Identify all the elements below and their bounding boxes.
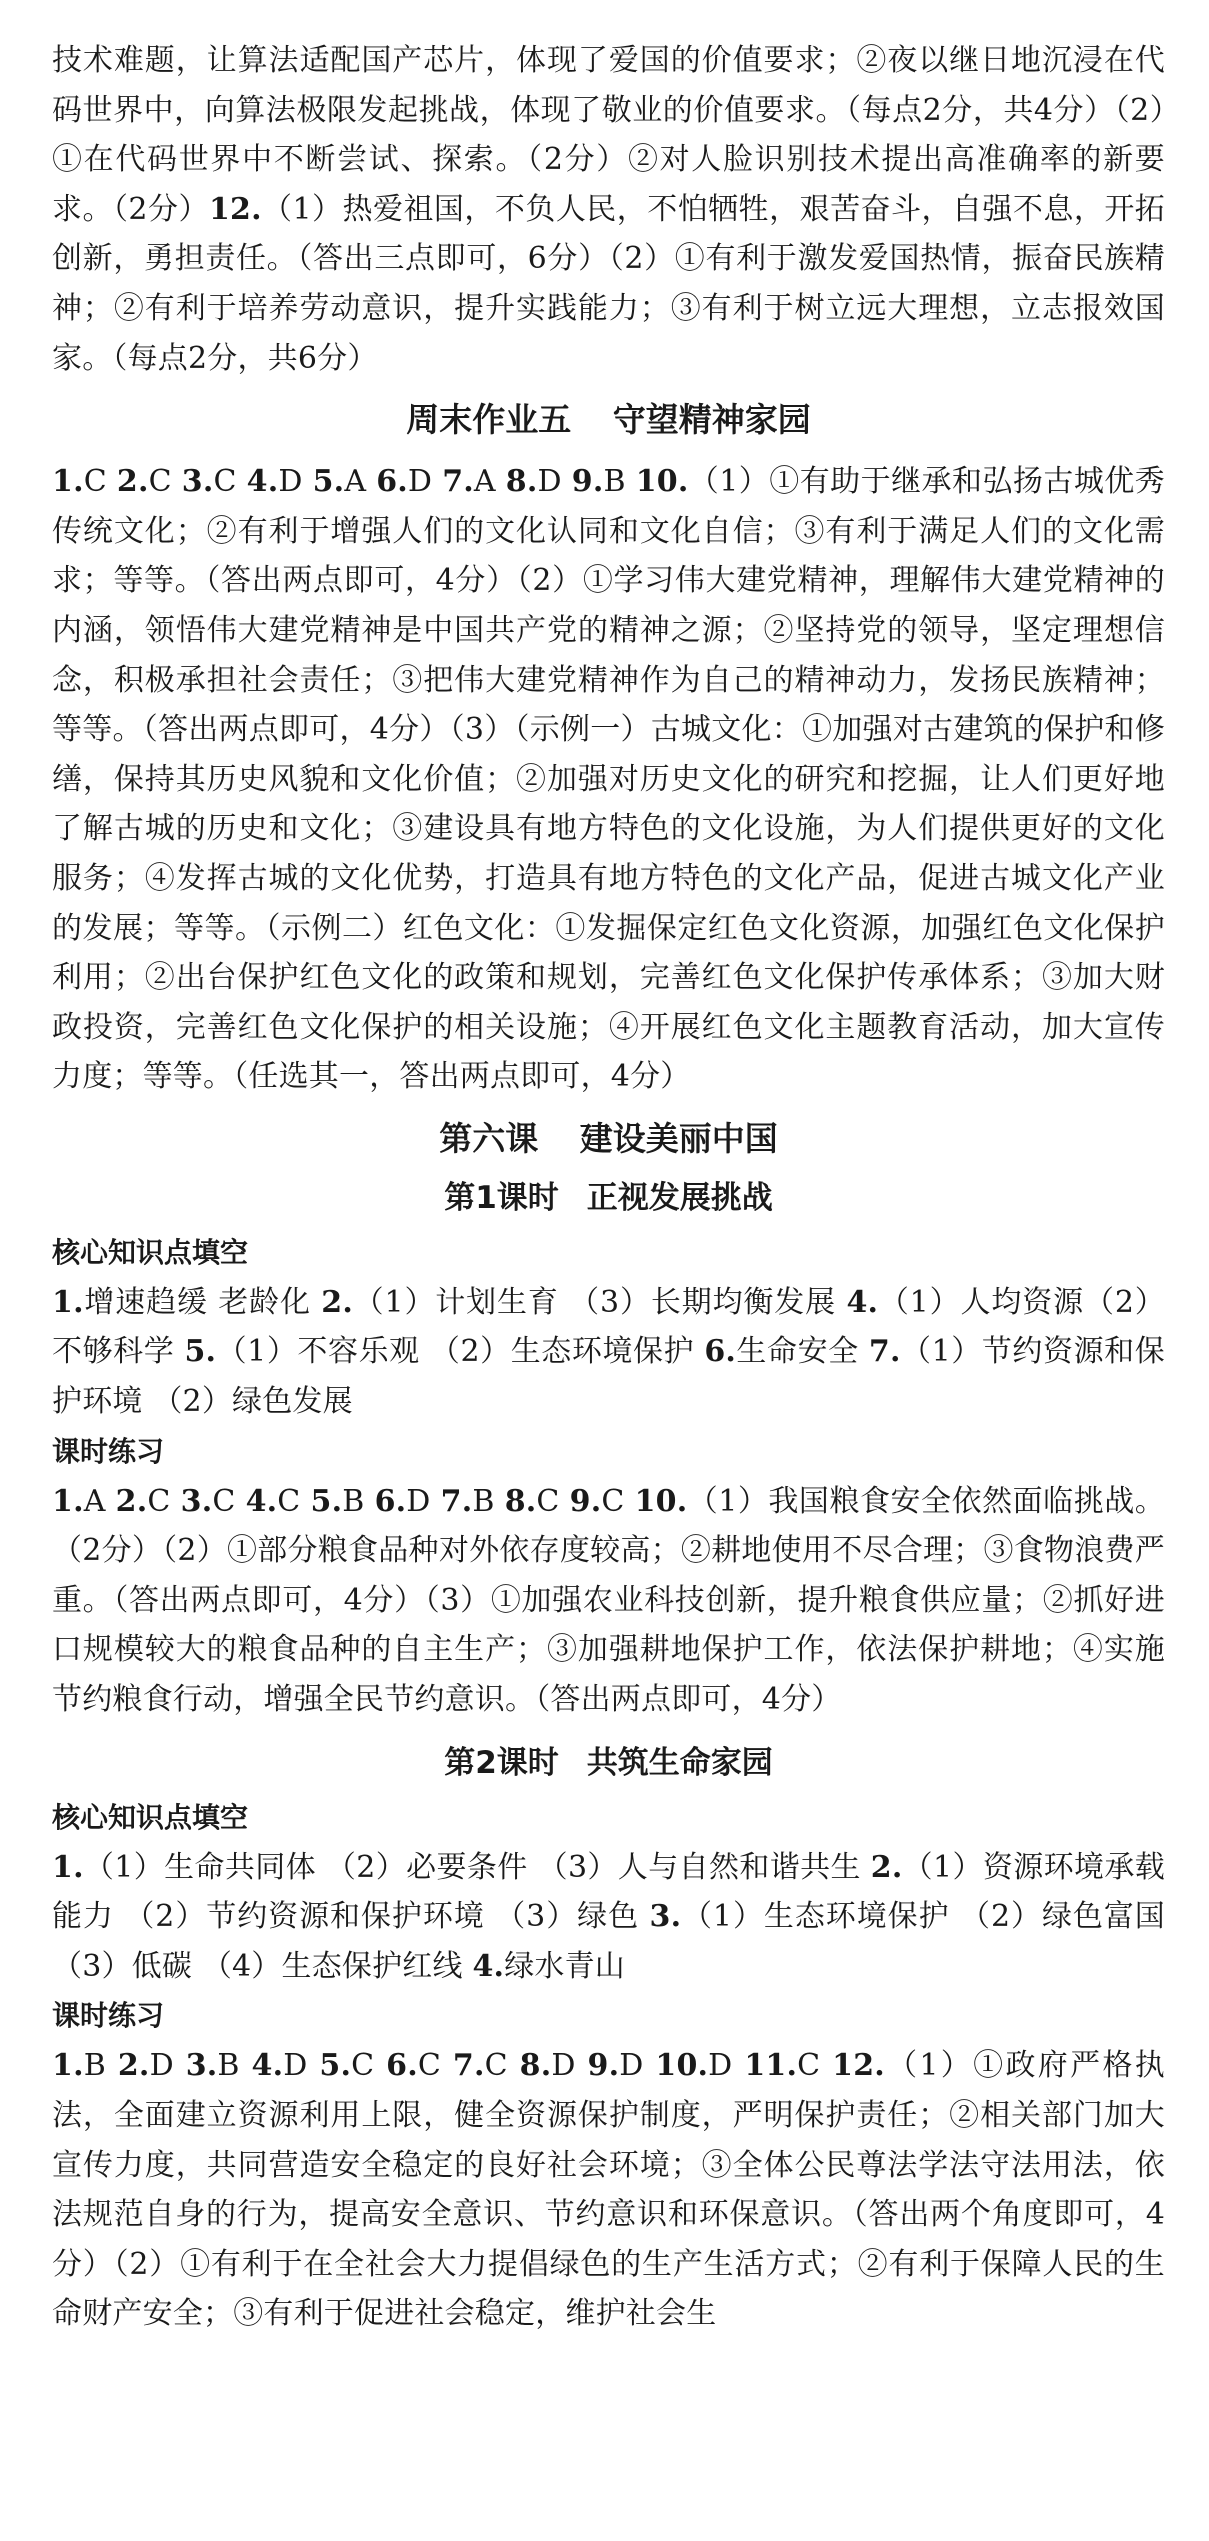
period2-core-answers: 1.（1）生命共同体 （2）必要条件 （3）人与自然和谐共生 2.（1）资源环境承载能力 （2）节约资源和保护环境 （3）绿色 3.（1）生态环境保护 （2）绿色富国 （3）低碳 （4）生态保护红线 4.绿水青山 [52,1849,1165,1984]
intro-paragraph [52,36,1165,383]
weekend-homework-title: 周末作业五 守望精神家园 [406,400,811,440]
period1-practice-answers: 1.A 2.C 3.C 4.C 5.B 6.D 7.B 8.C 9.C 10.（1）我国粮食安全依然面临挑战。（2分）（2）①部分粮食品种对外依存度较高；②耕地使用不尽合理；③食物浪费严重。（答出两点即可，4分）（3）①加强农业科技创新，提升粮食供应量；②抓好进口规模较大的粮食品种的自主生产；③加强耕地保护工作，依法保护耕地；④实施节约粮食行动，增强全民节约意识。（答出两点即可，4分） [52,1483,1165,1718]
q12-number: 12. [208,191,262,227]
lesson6-title: 第六课 建设美丽中国 [439,1118,778,1158]
q10-answer-text: （1）①有助于继承和弘扬古城优秀传统文化；②有利于增强人们的文化认同和文化自信；③有利于满足人们的文化需求；等等。（答出两点即可，4分）（2）①学习伟大建党精神，理解伟大建党精神的内涵，领悟伟大建党精神是中国共产党的精神之源；②坚持党的领导，坚定理想信念，积极承担社会责任；③把伟大建党精神作为自己的精神动力，发扬民族精神；等等。（答出两点即可，4分）（3）（示例一）古城文化：①加强对古建筑的保护和修缮，保持其历史风貌和文化价值；②加强对历史文化的研究和挖掘，让人们更好地了解古城的历史和文化；③建设具有地方特色的文化设施，为人们提供更好的文化服务；④发挥古城的文化优势，打造具有地方特色的文化产品，促进古城文化产业的发展；等等。（示例二）红色文化：①发掘保定红色文化资源，加强红色文化保护利用；②出台保护红色文化的政策和规划，完善红色文化保护传承体系；③加大财政投资，完善红色文化保护的相关设施；④开展红色文化主题教育活动，加大宣传力度；等等。（任选其一，答出两点即可，4分） [52,464,1165,1095]
period1-core-heading: 核心知识点填空 [52,1235,249,1269]
period1-core-answers: 1.增速趋缓 老龄化 2.（1）计划生育 （3）长期均衡发展 4.（1）人均资源（2）不够科学 5.（1）不容乐观 （2）生态环境保护 6.生命安全 7.（1）节约资源和保护环境 （2）绿色发展 [52,1284,1165,1420]
period1-title: 第1课时 正视发展挑战 [444,1179,773,1216]
weekend-answers [52,457,1165,1102]
intro-text-a: 技术难题，让算法适配国产芯片，体现了爱国的价值要求；②夜以继日地沉浸在代码世界中，向算法极限发起挑战，体现了敬业的价值要求。（每点2分，共4分）（2）①在代码世界中不断尝试、探索。（2分）②对人脸识别技术提出高准确率的新要求。（2分） [52,43,1165,227]
period1-practice-heading: 课时练习 [52,1434,165,1468]
period2-title: 第2课时 共筑生命家园 [444,1744,773,1781]
period2-practice-answers: 1.B 2.D 3.B 4.D 5.C 6.C 7.C 8.D 9.D 10.D 11.C 12.（1）①政府严格执法，全面建立资源利用上限，健全资源保护制度，严明保护责任；②相关部门加大宣传力度，共同营造安全稳定的良好社会环境；③全体公民尊法学法守法用法，依法规范自身的行为，提高安全意识、节约意识和环保意识。（答出两个角度即可，4分）（2）①有利于在全社会大力提倡绿色的生产生活方式；②有利于保障人民的生命财产安全；③有利于促进社会稳定，维护社会生 [52,2048,1165,2332]
mc-answers: 1.C 2.C 3.C 4.D 5.A 6.D 7.A 8.D 9.B [52,464,626,500]
intro-text-b: （1）热爱祖国，不负人民，不怕牺牲，艰苦奋斗，自强不息，开拓创新，勇担责任。（答出三点即可，6分）（2）①有利于激发爱国热情，振奋民族精神；②有利于培养劳动意识，提升实践能力；③有利于树立远大理想，立志报效国家。（每点2分，共6分） [52,191,1165,376]
period2-practice-heading: 课时练习 [52,1999,165,2033]
q10-number: 10. [635,464,689,500]
period2-core-heading: 核心知识点填空 [52,1800,249,1834]
